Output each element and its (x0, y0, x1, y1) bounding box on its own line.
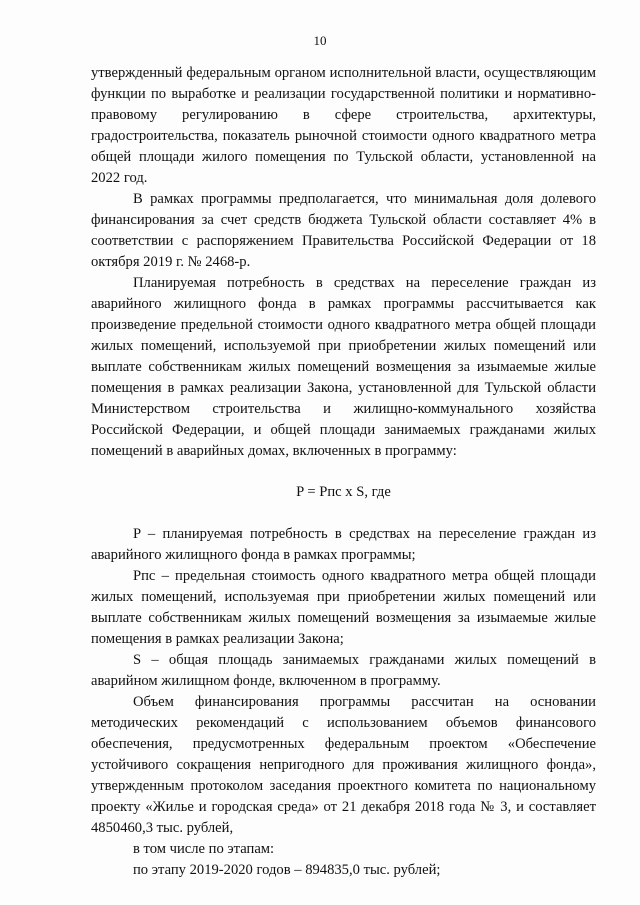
document-body (91, 63, 596, 881)
page-number: 10 (313, 33, 327, 48)
paragraph-financing-volume: Объем финансирования программы рассчитан на основании методических рекомендаций с использованием объемов финансового обеспечения, предусмотренных федеральным проектом «Обеспечение устойчивого сокращения непригодного для проживания жилищного фонда», утвержденным протоколом заседания проектного комитета по национальному проекту «Жилье и городская среда» от 21 декабря 2018 года № 3, и составляет 4850460,3 тыс. рублей, (91, 694, 596, 836)
paragraph-planned-need: Планируемая потребность в средствах на переселение граждан из аварийного жилищного фонда в рамках программы рассчитывается как произведение предельной стоимости одного квадратного метра общей площади жилых помещений, используемой при приобретении жилых помещений или выплате собственникам жилых помещений возмещения за изымаемые жилые помещения в рамках реализации Закона, установленной для Тульской области Министерством строительства и жилищно-коммунального хозяйства Российской Федерации, и общей площади занимаемых гражданами жилых помещений в аварийных домах, включенных в программу: (91, 275, 596, 459)
formula: P = Рпс x S, где (296, 484, 391, 500)
definition-s: S – общая площадь занимаемых гражданами жилых помещений в аварийном жилищном фонде, включенном в программу. (91, 652, 596, 689)
definition-p: P – планируемая потребность в средствах на переселение граждан из аварийного жилищного фонда в рамках программы; (91, 526, 596, 563)
paragraph-approval: утвержденный федеральным органом исполнительной власти, осуществляющим функции по выработке и реализации государственной политики и нормативно-правовому регулированию в сфере строительства, архитектуры, градостроительства, показатель рыночной стоимости одного квадратного метра общей площади жилого помещения по Тульской области, установленной на 2022 год. (91, 65, 596, 186)
paragraph-cofinancing: В рамках программы предполагается, что минимальная доля долевого финансирования за счет средств бюджета Тульской области составляет 4% в соответствии с распоряжением Правительства Российской Федерации от 18 октября 2019 г. № 2468-р. (91, 191, 596, 270)
definition-pps: Рпс – предельная стоимость одного квадратного метра общей площади жилых помещений, используемая при приобретении жилых помещений или выплате собственникам жилых помещений возмещения за изымаемые жилые помещения в рамках реализации Закона; (91, 568, 596, 647)
paragraph-stage-2019-2020: по этапу 2019-2020 годов – 894835,0 тыс. рублей; (133, 862, 441, 878)
paragraph-stages-intro: в том числе по этапам: (133, 841, 275, 857)
